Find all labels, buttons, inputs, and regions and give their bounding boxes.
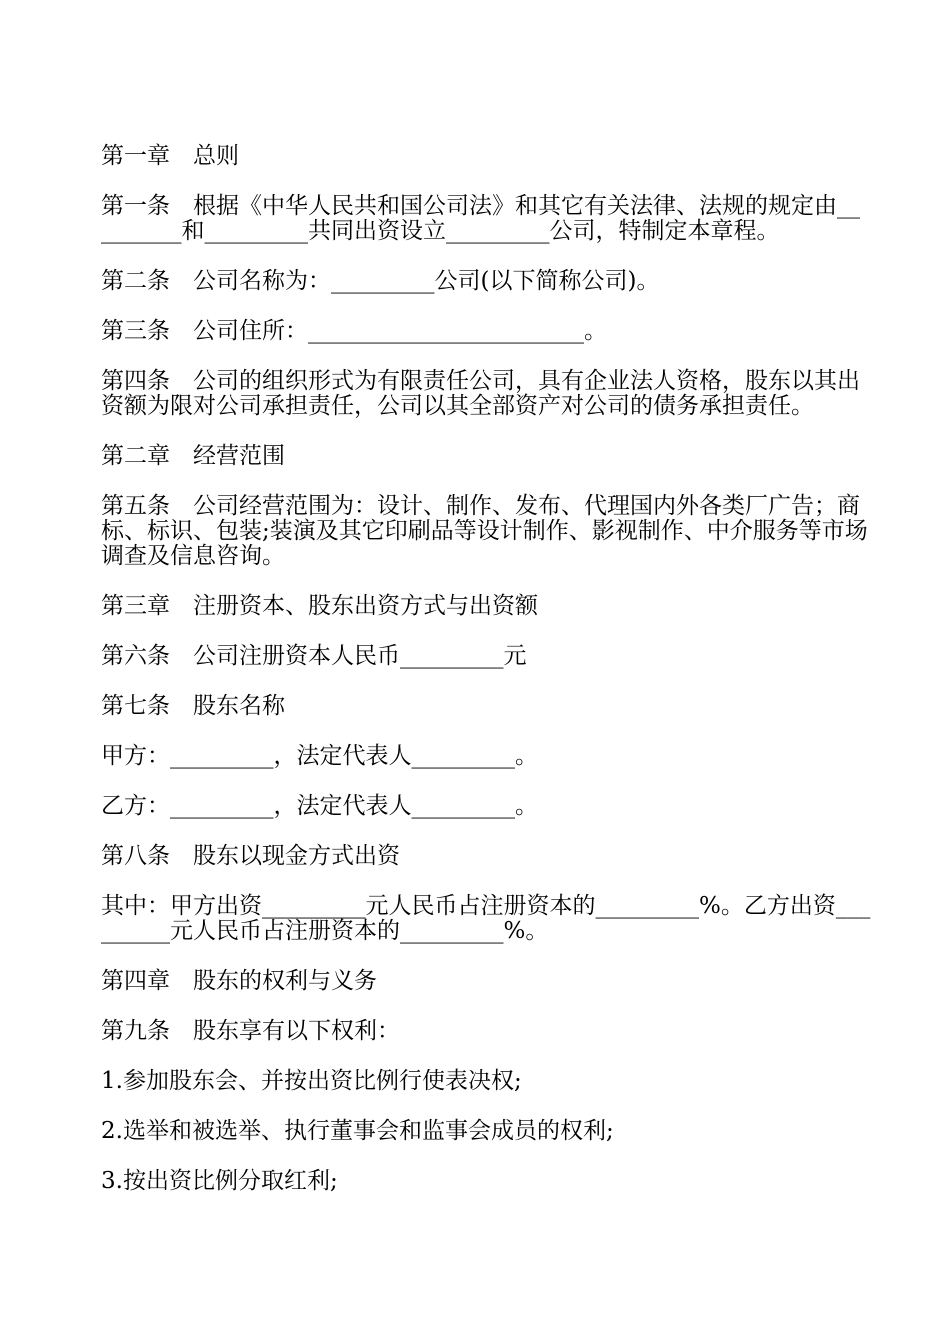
chapter-heading: 第一章 总则 (101, 143, 239, 169)
article-paragraph: 第八条 股东以现金方式出资 (101, 843, 400, 869)
document-body (101, 144, 871, 1219)
list-item: 2.选举和被选举、执行董事会和监事会成员的权利; (101, 1118, 614, 1144)
chapter-heading: 第二章 经营范围 (101, 443, 285, 469)
article-paragraph: 第六条 公司注册资本人民币_________元 (101, 643, 527, 669)
list-item: 1.参加股东会、并按出资比例行使表决权; (101, 1068, 522, 1094)
article-paragraph: 第四条 公司的组织形式为有限责任公司，具有企业法人资格，股东以其出资额为限对公司承担责任，公司以其全部资产对公司的债务承担责任。 (101, 368, 860, 419)
party-line: 甲方：_________，法定代表人_________。 (101, 743, 538, 769)
article-paragraph: 第九条 股东享有以下权利： (101, 1018, 400, 1044)
list-item: 3.按出资比例分取红利; (101, 1168, 338, 1194)
article-paragraph: 第七条 股东名称 (101, 693, 285, 719)
chapter-heading: 第四章 股东的权利与义务 (101, 968, 377, 994)
article-paragraph: 第二条 公司名称为：_________公司(以下简称公司)。 (101, 268, 660, 294)
article-paragraph: 第一条 根据《中华人民共和国公司法》和其它有关法律、法规的规定由_________和_________共同出资设立_________公司，特制定本章程。 (101, 193, 860, 244)
article-paragraph: 第五条 公司经营范围为：设计、制作、发布、代理国内外各类厂广告；商标、标识、包装;装演及其它印刷品等设计制作、影视制作、中介服务等市场调查及信息咨询。 (101, 493, 868, 569)
chapter-heading: 第三章 注册资本、股东出资方式与出资额 (101, 593, 538, 619)
article-paragraph: 第三条 公司住所：________________________。 (101, 318, 607, 344)
contribution-paragraph: 其中：甲方出资_________元人民币占注册资本的_________%。乙方出资_________元人民币占注册资本的_________%。 (101, 893, 871, 944)
party-line: 乙方：_________，法定代表人_________。 (101, 793, 538, 819)
